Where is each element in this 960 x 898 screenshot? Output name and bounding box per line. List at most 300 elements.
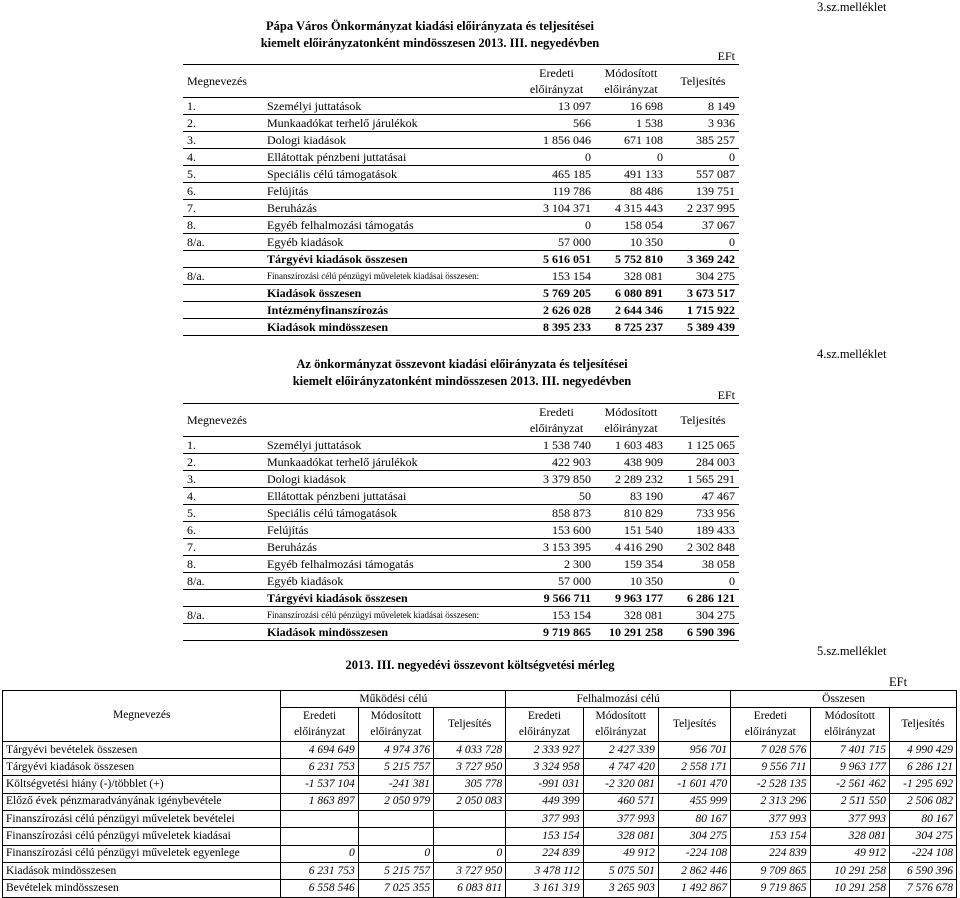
group-header-capital: Felhalmozási célú [506, 691, 731, 708]
cell-value: 49 912 [810, 845, 889, 862]
col-header-orig: Eredeti [731, 708, 810, 725]
table-row [183, 285, 739, 302]
value-modified: 10 350 [595, 234, 667, 251]
cell-value: 5 215 757 [358, 759, 433, 776]
cell-value [358, 828, 433, 845]
table-row [183, 217, 739, 234]
col-header-perf: Teljesítés [434, 708, 506, 742]
cell-value: 9 719 865 [731, 880, 810, 897]
table-row [183, 115, 739, 132]
value-performance: 139 751 [667, 183, 739, 200]
row-number: 3. [183, 132, 263, 149]
row-number: 8/a. [183, 573, 263, 590]
cell-value: 9 963 177 [810, 759, 889, 776]
cell-value: -1 601 470 [658, 776, 730, 793]
budget-balance-table [2, 690, 957, 898]
cell-value: 2 427 339 [583, 741, 658, 758]
value-modified: 10 350 [595, 573, 667, 590]
value-original: 13 097 [518, 98, 595, 115]
col-header-mod: Módosított [604, 405, 658, 419]
value-modified: 1 603 483 [595, 437, 667, 454]
row-label: Ellátottak pénzbeni juttatásai [263, 488, 518, 505]
cell-value: 3 478 112 [506, 862, 583, 879]
cell-value: 4 990 429 [889, 741, 956, 758]
cell-value: 377 993 [731, 811, 810, 828]
value-modified: 16 698 [595, 98, 667, 115]
row-number: 2. [183, 454, 263, 471]
row-label: Költségvetési hiány (-)/többlet (+) [3, 776, 281, 793]
value-performance: 8 149 [667, 98, 739, 115]
table-row [3, 793, 957, 810]
value-original: 3 153 395 [518, 539, 595, 556]
col-header-mod-sub: előirányzat [583, 725, 658, 742]
value-performance: 2 237 995 [667, 200, 739, 217]
cell-value: 4 033 728 [434, 741, 506, 758]
value-modified: 1 538 [595, 115, 667, 132]
cell-value: 328 081 [810, 828, 889, 845]
row-label: Tárgyévi kiadások összesen [3, 759, 281, 776]
value-performance: 47 467 [667, 488, 739, 505]
cell-value: 4 694 649 [281, 741, 358, 758]
cell-value: 6 231 753 [281, 862, 358, 879]
cell-value: 9 709 865 [731, 862, 810, 879]
value-original: 57 000 [518, 573, 595, 590]
row-label: Tárgyévi kiadások összesen [263, 590, 518, 607]
consolidated-expenditure-table [183, 387, 739, 641]
cell-value: 5 215 757 [358, 862, 433, 879]
value-modified: 159 354 [595, 556, 667, 573]
value-modified: 491 133 [595, 166, 667, 183]
col-header-mod-sub: előirányzat [595, 81, 667, 98]
cell-value: 304 275 [889, 828, 956, 845]
cell-value [358, 811, 433, 828]
value-original: 57 000 [518, 234, 595, 251]
table-row [183, 607, 739, 624]
value-performance: 189 433 [667, 522, 739, 539]
col-header-mod: Módosított [583, 708, 658, 725]
cell-value: 2 862 446 [658, 862, 730, 879]
row-number: 4. [183, 488, 263, 505]
row-label: Egyéb felhalmozási támogatás [263, 217, 518, 234]
col-header-mod-sub: előirányzat [810, 725, 889, 742]
table-row [183, 454, 739, 471]
row-number: 5. [183, 505, 263, 522]
row-number [183, 319, 263, 336]
value-modified: 9 963 177 [595, 590, 667, 607]
row-number [183, 590, 263, 607]
cell-value: 4 747 420 [583, 759, 658, 776]
row-label: Személyi juttatások [263, 98, 518, 115]
col-header-orig-sub: előirányzat [506, 725, 583, 742]
cell-value: 7 576 678 [889, 880, 956, 897]
cell-value: 10 291 258 [810, 862, 889, 879]
row-label: Tárgyévi bevételek összesen [3, 741, 281, 758]
cell-value: -241 381 [358, 776, 433, 793]
cell-value [281, 828, 358, 845]
col-header-mod: Módosított [810, 708, 889, 725]
cell-value: 2 511 550 [810, 793, 889, 810]
value-original: 9 566 711 [518, 590, 595, 607]
col-header-orig-sub: előirányzat [518, 81, 595, 98]
cell-value: -2 528 135 [731, 776, 810, 793]
row-label: Ellátottak pénzbeni juttatásai [263, 149, 518, 166]
col-header-perf: Teljesítés [667, 65, 739, 98]
row-label: Egyéb kiadások [263, 234, 518, 251]
cell-value: 304 275 [658, 828, 730, 845]
value-original: 3 379 850 [518, 471, 595, 488]
value-original: 5 769 205 [518, 285, 595, 302]
value-performance: 0 [667, 573, 739, 590]
title-line: Az önkormányzat összevont kiadási előirányzata és teljesítései [296, 357, 628, 371]
cell-value: 377 993 [810, 811, 889, 828]
cell-value: -2 561 462 [810, 776, 889, 793]
cell-value: 224 839 [506, 845, 583, 862]
cell-value: 7 028 576 [731, 741, 810, 758]
title-line: Pápa Város Önkormányzat kiadási előirányzata és teljesítései [266, 19, 594, 33]
col-header-mod-sub: előirányzat [595, 420, 667, 437]
cell-value: 49 912 [583, 845, 658, 862]
unit-label: EFt [667, 387, 739, 404]
table2-title [262, 356, 662, 390]
unit-label: EFt [667, 48, 739, 65]
cell-value: 0 [434, 845, 506, 862]
title-line: kiemelt előirányzatonként mindösszesen 2013. III. negyedévben [260, 36, 600, 50]
table-row [3, 741, 957, 758]
row-number: 7. [183, 200, 263, 217]
cell-value: 0 [281, 845, 358, 862]
value-modified: 2 644 346 [595, 302, 667, 319]
value-original: 2 300 [518, 556, 595, 573]
value-modified: 158 054 [595, 217, 667, 234]
cell-value: -1 295 692 [889, 776, 956, 793]
col-header-orig-sub: előirányzat [731, 725, 810, 742]
value-modified: 151 540 [595, 522, 667, 539]
table-row [183, 132, 739, 149]
table-row [183, 149, 739, 166]
value-original: 566 [518, 115, 595, 132]
value-performance: 304 275 [667, 607, 739, 624]
cell-value: 4 974 376 [358, 741, 433, 758]
annex-label: 4.sz.melléklet [817, 347, 887, 361]
table-row [183, 624, 739, 641]
table-row [183, 251, 739, 268]
cell-value: 3 161 319 [506, 880, 583, 897]
group-header-total: Összesen [731, 691, 957, 708]
row-number: 6. [183, 183, 263, 200]
value-modified: 8 725 237 [595, 319, 667, 336]
row-number: 2. [183, 115, 263, 132]
row-label: Finanszírozási célú pénzügyi műveletek kiadásai összesen: [263, 268, 518, 285]
value-modified: 10 291 258 [595, 624, 667, 641]
row-label: Finanszírozási célú pénzügyi műveletek kiadásai összesen: [263, 607, 518, 624]
value-modified: 4 416 290 [595, 539, 667, 556]
value-original: 2 626 028 [518, 302, 595, 319]
cell-value: 3 265 903 [583, 880, 658, 897]
value-original: 5 616 051 [518, 251, 595, 268]
cell-value: -2 320 081 [583, 776, 658, 793]
value-performance: 6 590 396 [667, 624, 739, 641]
table-row [183, 522, 739, 539]
value-modified: 2 289 232 [595, 471, 667, 488]
value-original: 422 903 [518, 454, 595, 471]
row-label: Dologi kiadások [263, 471, 518, 488]
value-performance: 3 936 [667, 115, 739, 132]
table-row [183, 268, 739, 285]
cell-value: 7 401 715 [810, 741, 889, 758]
table-row [3, 880, 957, 897]
col-header-perf: Teljesítés [667, 404, 739, 437]
row-label: Finanszírozási célú pénzügyi műveletek egyenlege [3, 845, 281, 862]
table-row [183, 505, 739, 522]
row-label: Előző évek pénzmaradványának igénybevétele [3, 793, 281, 810]
col-header-mod: Módosított [604, 66, 658, 80]
cell-value: 3 727 950 [434, 759, 506, 776]
table-row [183, 488, 739, 505]
row-label: Felújítás [263, 522, 518, 539]
col-header-orig: Eredeti [539, 405, 574, 419]
row-label: Finanszírozási célú pénzügyi műveletek kiadásai [3, 828, 281, 845]
col-header-orig: Eredeti [539, 66, 574, 80]
value-performance: 38 058 [667, 556, 739, 573]
cell-value: -224 108 [658, 845, 730, 862]
value-performance: 1 715 922 [667, 302, 739, 319]
value-original: 153 600 [518, 522, 595, 539]
row-label: Dologi kiadások [263, 132, 518, 149]
cell-value: 2 313 296 [731, 793, 810, 810]
row-label: Bevételek mindösszesen [3, 880, 281, 897]
col-header-perf: Teljesítés [889, 708, 956, 742]
cell-value: 0 [358, 845, 433, 862]
value-performance: 304 275 [667, 268, 739, 285]
cell-value: 3 727 950 [434, 862, 506, 879]
row-number: 3. [183, 471, 263, 488]
table-row [3, 811, 957, 828]
value-original: 0 [518, 217, 595, 234]
expenditure-table [183, 48, 739, 336]
row-number [183, 285, 263, 302]
cell-value: -1 537 104 [281, 776, 358, 793]
table-row [183, 200, 739, 217]
table-row [3, 862, 957, 879]
cell-value: 10 291 258 [810, 880, 889, 897]
cell-value: 377 993 [583, 811, 658, 828]
col-header-mod-sub: előirányzat [358, 725, 433, 742]
row-label: Munkaadókat terhelő járulékok [263, 115, 518, 132]
value-modified: 810 829 [595, 505, 667, 522]
table-row [183, 573, 739, 590]
row-number: 7. [183, 539, 263, 556]
row-label: Finanszírozási célú pénzügyi műveletek bevételei [3, 811, 281, 828]
value-performance: 385 257 [667, 132, 739, 149]
cell-value [434, 811, 506, 828]
row-label: Speciális célú támogatások [263, 166, 518, 183]
row-number: 1. [183, 98, 263, 115]
value-performance: 3 673 517 [667, 285, 739, 302]
cell-value: 2 506 082 [889, 793, 956, 810]
value-performance: 1 565 291 [667, 471, 739, 488]
row-label: Egyéb kiadások [263, 573, 518, 590]
row-number [183, 302, 263, 319]
row-label: Személyi juttatások [263, 437, 518, 454]
value-performance: 284 003 [667, 454, 739, 471]
cell-value: 80 167 [889, 811, 956, 828]
cell-value: 153 154 [731, 828, 810, 845]
cell-value: 2 050 979 [358, 793, 433, 810]
cell-value [281, 811, 358, 828]
cell-value: 224 839 [731, 845, 810, 862]
row-number: 8/a. [183, 234, 263, 251]
row-label: Beruházás [263, 200, 518, 217]
col-header-orig: Eredeti [506, 708, 583, 725]
table-row [183, 166, 739, 183]
cell-value: 449 399 [506, 793, 583, 810]
value-performance: 5 389 439 [667, 319, 739, 336]
cell-value: 6 231 753 [281, 759, 358, 776]
row-label: Speciális célú támogatások [263, 505, 518, 522]
cell-value: 7 025 355 [358, 880, 433, 897]
unit-label: EFt [889, 675, 908, 689]
value-modified: 328 081 [595, 268, 667, 285]
row-number: 8/a. [183, 607, 263, 624]
row-number: 8. [183, 556, 263, 573]
cell-value: 6 083 811 [434, 880, 506, 897]
col-header-mod: Módosított [358, 708, 433, 725]
table-row [3, 776, 957, 793]
group-header-operating: Működési célú [281, 691, 506, 708]
row-number [183, 251, 263, 268]
value-performance: 3 369 242 [667, 251, 739, 268]
cell-value: 1 492 867 [658, 880, 730, 897]
table-row [183, 302, 739, 319]
cell-value: 460 571 [583, 793, 658, 810]
row-label: Beruházás [263, 539, 518, 556]
cell-value: 153 154 [506, 828, 583, 845]
table-row [183, 471, 739, 488]
cell-value: 9 556 711 [731, 759, 810, 776]
value-original: 9 719 865 [518, 624, 595, 641]
col-header-orig-sub: előirányzat [518, 420, 595, 437]
cell-value: 5 075 501 [583, 862, 658, 879]
value-modified: 328 081 [595, 607, 667, 624]
row-number: 8/a. [183, 268, 263, 285]
value-performance: 6 286 121 [667, 590, 739, 607]
value-original: 3 104 371 [518, 200, 595, 217]
table-row [183, 590, 739, 607]
title-line: kiemelt előirányzatonként mindösszesen 2013. III. negyedévben [292, 374, 632, 388]
row-label: Kiadások mindösszesen [263, 319, 518, 336]
table-row [183, 437, 739, 454]
value-modified: 671 108 [595, 132, 667, 149]
cell-value [434, 828, 506, 845]
value-performance: 557 087 [667, 166, 739, 183]
value-performance: 37 067 [667, 217, 739, 234]
value-modified: 88 486 [595, 183, 667, 200]
value-modified: 438 909 [595, 454, 667, 471]
value-performance: 2 302 848 [667, 539, 739, 556]
row-label: Kiadások összesen [263, 285, 518, 302]
cell-value: 80 167 [658, 811, 730, 828]
cell-value: 2 050 083 [434, 793, 506, 810]
value-original: 465 185 [518, 166, 595, 183]
row-label: Egyéb felhalmozási támogatás [263, 556, 518, 573]
annex-label: 3.sz.melléklet [817, 0, 887, 14]
value-modified: 5 752 810 [595, 251, 667, 268]
cell-value: 956 701 [658, 741, 730, 758]
value-modified: 83 190 [595, 488, 667, 505]
row-number: 5. [183, 166, 263, 183]
table-row [3, 759, 957, 776]
cell-value: 6 558 546 [281, 880, 358, 897]
value-original: 858 873 [518, 505, 595, 522]
row-number: 8. [183, 217, 263, 234]
cell-value: 3 324 958 [506, 759, 583, 776]
value-original: 153 154 [518, 607, 595, 624]
cell-value: 1 863 897 [281, 793, 358, 810]
value-original: 153 154 [518, 268, 595, 285]
col-header-name: Megnevezés [183, 65, 518, 98]
table-row [183, 183, 739, 200]
value-original: 0 [518, 149, 595, 166]
value-modified: 4 315 443 [595, 200, 667, 217]
cell-value: 305 778 [434, 776, 506, 793]
cell-value: 2 558 171 [658, 759, 730, 776]
col-header-orig: Eredeti [281, 708, 358, 725]
row-label: Felújítás [263, 183, 518, 200]
row-number: 1. [183, 437, 263, 454]
table-row [3, 828, 957, 845]
table-row [3, 845, 957, 862]
value-performance: 0 [667, 234, 739, 251]
row-number: 6. [183, 522, 263, 539]
row-label: Munkaadókat terhelő járulékok [263, 454, 518, 471]
table-row [183, 98, 739, 115]
cell-value: 328 081 [583, 828, 658, 845]
value-modified: 6 080 891 [595, 285, 667, 302]
row-label: Kiadások mindösszesen [263, 624, 518, 641]
table3-title: 2013. III. negyedévi összevont költségvetési mérleg [345, 658, 615, 672]
cell-value: 6 590 396 [889, 862, 956, 879]
table-row [183, 556, 739, 573]
row-number [183, 624, 263, 641]
col-header-perf: Teljesítés [658, 708, 730, 742]
value-performance: 1 125 065 [667, 437, 739, 454]
table-row [183, 319, 739, 336]
cell-value: 6 286 121 [889, 759, 956, 776]
cell-value: -991 031 [506, 776, 583, 793]
table-row [183, 234, 739, 251]
value-original: 1 856 046 [518, 132, 595, 149]
col-header-name: Megnevezés [3, 691, 281, 742]
value-original: 119 786 [518, 183, 595, 200]
col-header-orig-sub: előirányzat [281, 725, 358, 742]
cell-value: -224 108 [889, 845, 956, 862]
row-label: Tárgyévi kiadások összesen [263, 251, 518, 268]
col-header-name: Megnevezés [183, 404, 518, 437]
value-performance: 0 [667, 149, 739, 166]
value-original: 1 538 740 [518, 437, 595, 454]
value-original: 50 [518, 488, 595, 505]
cell-value: 377 993 [506, 811, 583, 828]
value-original: 8 395 233 [518, 319, 595, 336]
cell-value: 2 333 927 [506, 741, 583, 758]
value-performance: 733 956 [667, 505, 739, 522]
cell-value: 455 999 [658, 793, 730, 810]
table1-title [230, 18, 630, 52]
row-label: Kiadások mindösszesen [3, 862, 281, 879]
row-number: 4. [183, 149, 263, 166]
row-label: Intézményfinanszírozás [263, 302, 518, 319]
table-row [183, 539, 739, 556]
